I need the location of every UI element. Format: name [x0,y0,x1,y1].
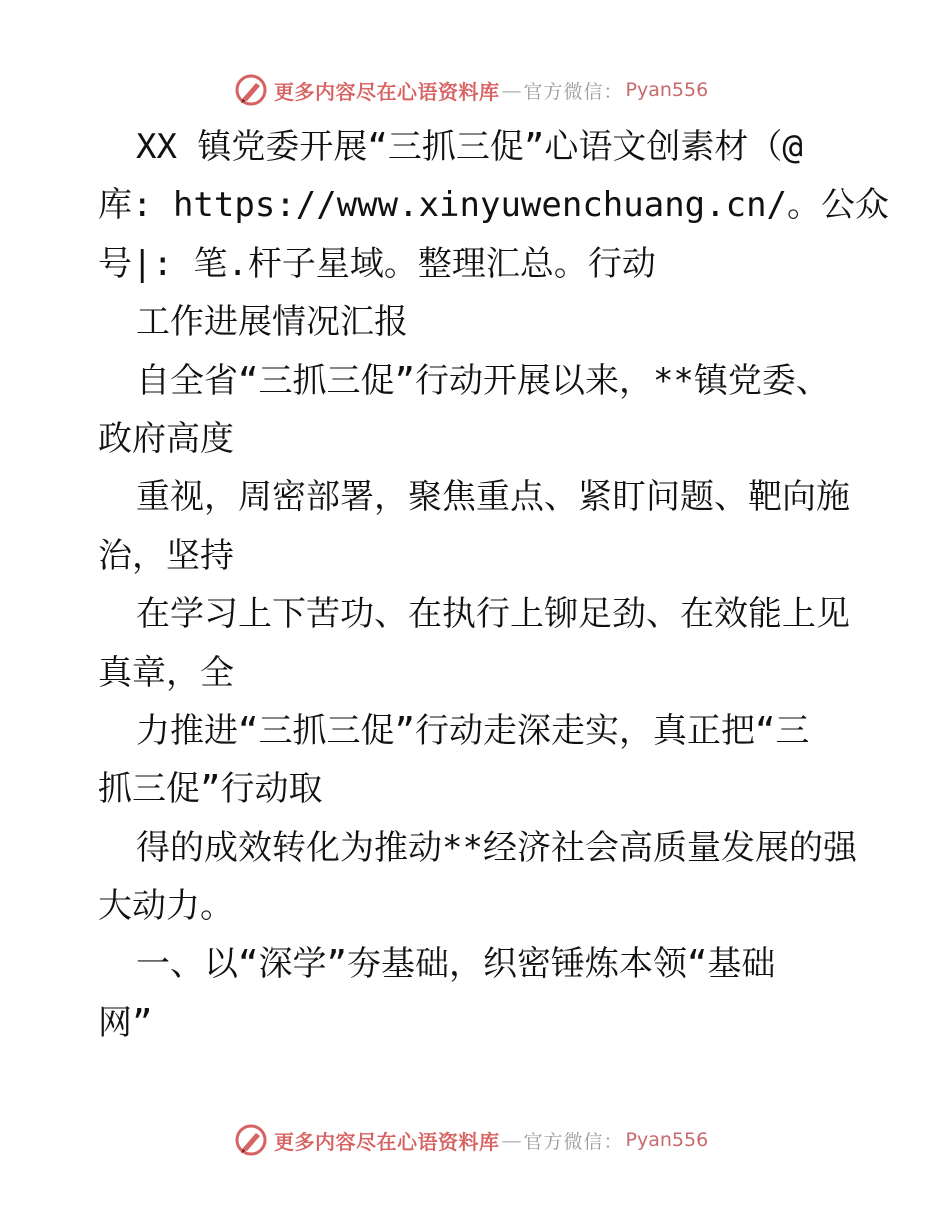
pen-logo-icon [234,1123,268,1157]
body-line: 在学习上下苦功、在执行上铆足劲、在效能上见 [136,594,850,635]
body-line: 大动力。 [98,886,234,927]
footer-banner [234,1120,708,1160]
body-line: 库: https://www.xinyuwenchuang.cn/。公众 [98,185,890,226]
banner-slogan: 更多内容尽在心语资料库 [274,1129,500,1154]
header-banner [234,70,708,110]
body-line: 工作进展情况汇报 [136,302,408,343]
body-line: 号|: 笔.杆子星域。整理汇总。行动 [98,243,656,284]
body-line: 治，坚持 [98,535,234,576]
banner-wechat-id: Pyan556 [625,79,709,101]
body-line: XX 镇党委开展“三抓三促”心语文创素材（@ [136,127,803,167]
banner-wechat-id: Pyan556 [625,1129,709,1151]
pen-logo-icon [234,73,268,107]
body-line: 一、以“深学”夯基础，织密锤炼本领“基础 [136,944,776,985]
body-line: 真章，全 [98,652,234,693]
body-line: 力推进“三抓三促”行动走深走实，真正把“三 [136,710,810,751]
body-line: 重视，周密部署，聚焦重点、紧盯问题、靶向施 [136,477,850,518]
document-body [98,118,890,1052]
body-line: 网” [98,1002,153,1043]
body-line: 得的成效转化为推动**经济社会高质量发展的强 [136,827,857,868]
body-line: 自全省“三抓三促”行动开展以来，**镇党委、 [136,360,830,401]
banner-wechat-label: 官方微信： [523,1130,624,1153]
banner-wechat-label: 官方微信： [523,80,624,103]
banner-dash: — [501,1128,522,1152]
banner-slogan: 更多内容尽在心语资料库 [274,79,500,104]
body-line: 政府高度 [98,418,234,459]
body-line: 抓三促”行动取 [98,769,323,810]
banner-dash: — [501,78,522,102]
